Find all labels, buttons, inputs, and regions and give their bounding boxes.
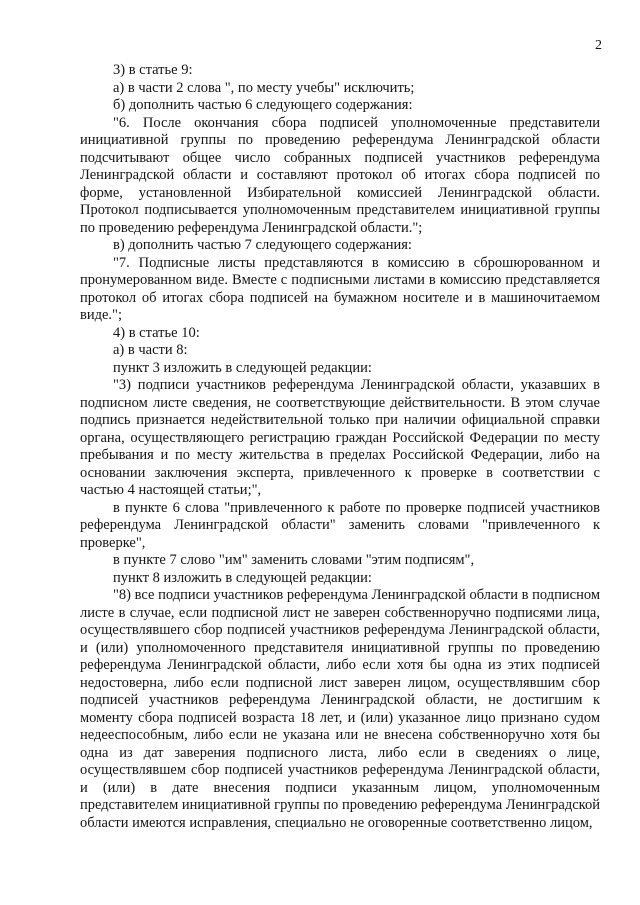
paragraph-article-9: 3) в статье 9: (113, 62, 193, 78)
paragraph-part-8: а) в части 8: (113, 342, 188, 358)
paragraph-item-b: б) дополнить частью 6 следующего содержания: (113, 97, 413, 113)
paragraph-item-a: а) в части 2 слова ", по месту учебы" исключить; (113, 79, 415, 96)
paragraph-part-7-text: "7. Подписные листы представляются в комиссию в сброшюрованном и пронумерованном виде. Вместе с подписными листами в комиссию представляется протокол об итогах сбора подписей на бумажном носителе и в машиночитаемом виде."; (80, 254, 600, 323)
paragraph-item-v: в) дополнить частью 7 следующего содержания: (113, 237, 412, 253)
paragraph-point-6: в пункте 6 слова "привлеченного к работе по проверке подписей участников референдума Ленинградской области" заменить словами "привлеченного к проверке", (80, 499, 600, 551)
paragraph-point-8-intro: пункт 8 изложить в следующей редакции: (113, 569, 372, 586)
paragraph-point-8-text: "8) все подписи участников референдума Ленинградской области в подписном листе в случае, если подписной лист не заверен собственноручно подписями лица, осуществлявшего сбор подписей участников референдума Ленинградской области, и (или) уполномоченного представителя инициативной группы по проведению референдума Ленинградской области, либо если хотя бы одна из этих подписей недостоверна, либо если подписной лист заверен лицом, осуществлявшим сбор подписей участников референдума Ленинградской области, не достигшим к моменту сбора подписей возраста 18 лет, и (или) указанное лицо признано судом недееспособным, либо если не указана или не внесена собственноручно хотя бы одна из дат заверения подписного листа, либо если в сведениях о лице, осуществлявшем сбор подписей участников референдума Ленинградской области, и (или) в дате внесения подписи указанным лицом, уполномоченным представителем инициативной группы по проведению референдума Ленинградской области имеются исправления, специально не оговоренные соответственно лицом, (80, 587, 600, 831)
document-body (80, 62, 600, 832)
paragraph-article-10: 4) в статье 10: (113, 324, 200, 341)
page-number: 2 (595, 38, 602, 53)
paragraph-point-3-intro: пункт 3 изложить в следующей редакции: (113, 359, 372, 376)
paragraph-point-3-text: "3) подписи участников референдума Ленинградской области, указавших в подписном листе сведения, не соответствующие действительности. В этом случае подпись признается недействительной только при наличии официальной справки органа, осуществляющего регистрацию граждан Российской Федерации по месту пребывания и по месту жительства в пределах Российской Федерации, либо на основании заключения эксперта, привлеченного к проверке в соответствии с частью 4 настоящей статьи;", (80, 377, 600, 498)
paragraph-part-6-text: "6. После окончания сбора подписей уполномоченные представители инициативной группы по проведению референдума Ленинградской области подсчитывают общее число собранных подписей участников референдума Ленинградской области и составляют протокол об итогах сбора подписей по форме, установленной Избирательной комиссией Ленинградской области. Протокол подписывается уполномоченным представителем инициативной группы по проведению референдума Ленинградской области."; (80, 114, 600, 236)
paragraph-point-7: в пункте 7 слово "им" заменить словами "этим подписям", (113, 552, 475, 568)
